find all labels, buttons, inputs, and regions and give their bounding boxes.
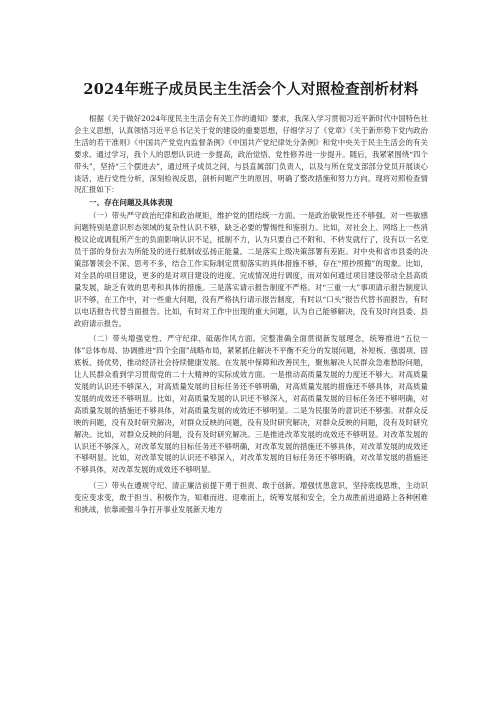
body-paragraph-1: （一）带头严守政治纪律和政治规矩，维护党的团结统一方面。一是政治敏锐性还不够强。对一些敏感问题特别是意识形态领域的复杂性认识不够，缺乏必要的警惕性和鉴别力。比如，对社会上、网络上一些消极议论或调侃所产生的负面影响认识不足，抵制不力，认为只要自己不附和、不转发就行了，没有以一名党员干部的身份去为所能及的进行抵制或弘扬正能量。二是落实上级决策部署有差距。对中央和省市县委的决策部署领会不深、思考不多，结合工作实际制定贯彻落实的具体措施不够，存在“照抄照搬”的现象。比如，对全县的项目建设，更多的是对项目建设的进度、完成情况进行调度，而对如何通过项目建设带动全县高质量发展，缺乏有效的思考和具体的措施。三是落实请示报告制度不严格。对“三重一大”事项请示报告制度认识不够，在工作中，对一些重大问题，没有严格执行请示报告制度，有时以“口头”报告代替书面报告，有时以电话报告代替当面报告。比如，有时对工作中出现的重大问题，认为自己能够解决，没有及时向县委、县政府请示报告。 <box>74 211 428 328</box>
section-heading: 一、存在问题及具体表现 <box>89 198 173 208</box>
body-paragraph-3: （三）带头在遵规守纪、清正廉洁前提下勇于担责、敢于创新。增强忧患意识，坚持底线思维，主动识变应变求变，敢于担当、积极作为，知难而进、迎难而上，统筹发展和安全，全力战胜前进道路上各种困难和挑战，依靠顽强斗争打开事业发展新天地方 <box>74 481 428 515</box>
document-title: 2024年班子成员民主生活会个人对照检查剖析材料 <box>83 81 419 98</box>
intro-paragraph: 根据《关于做好2024年度民主生活会有关工作的通知》要求，我深入学习贯彻习近平新时代中国特色社会主义思想，认真领悟习近平总书记关于党的建设的重要思想，仔细学习了《党章》《关于新形势下党内政治生活的若干准则》《中国共产党党内监督条例》《中国共产党纪律处分条例》和党中央关于民主生活会的有关要求。通过学习，我个人的思想认识进一步提高，政治觉悟、党性修养进一步提升。随后，我紧紧围绕“四个带头”，坚持“三个摆进去”，通过班子成员之间，与县直属部门负责人，以及与所在党支部部分党员开展谈心谈话，进行党性分析，深刻检视反思，剖析问题产生的原因，明确了整改措施和努力方向。现将对照检查情况汇报如下： <box>74 114 428 195</box>
body-paragraph-2: （二）带头增强党性、严守纪律、砥砺作风方面。完整准确全面贯彻新发展理念，统筹推进“五位一体”总体布局、协调推进“四个全面”战略布局，紧紧抓住解决不平衡不充分的发展问题，补短板、强弱项、固底板、扬优势，推动经济社会持续健康发展。在发展中保障和改善民生，聚焦解决人民群众急难愁盼问题，让人民群众看到学习贯彻党的二十大精神的实际成效方面。一是推动高质量发展的力度还不够大。对高质量发展的认识还不够深入，对高质量发展的目标任务还不够明确，对高质量发展的措施还不够具体，对高质量发展的成效还不够明显。比如，对高质量发展的认识还不够深入，对高质量发展的目标任务还不够明确，对高质量发展的措施还不够具体，对高质量发展的成效还不够明显。二是为民服务的意识还不够强。对群众反映的问题，没有及时研究解决，对群众反映的问题，没有及时研究解决，对群众反映的问题，没有及时研究解决。比如，对群众反映的问题，没有及时研究解决。三是推进改革发展的成效还不够明显。对改革发展的认识还不够深入，对改革发展的目标任务还不够明确，对改革发展的措施还不够具体，对改革发展的成效还不够明显。比如，对改革发展的认识还不够深入，对改革发展的目标任务还不够明确，对改革发展的措施还不够具体，对改革发展的成效还不够明显。 <box>74 334 428 475</box>
